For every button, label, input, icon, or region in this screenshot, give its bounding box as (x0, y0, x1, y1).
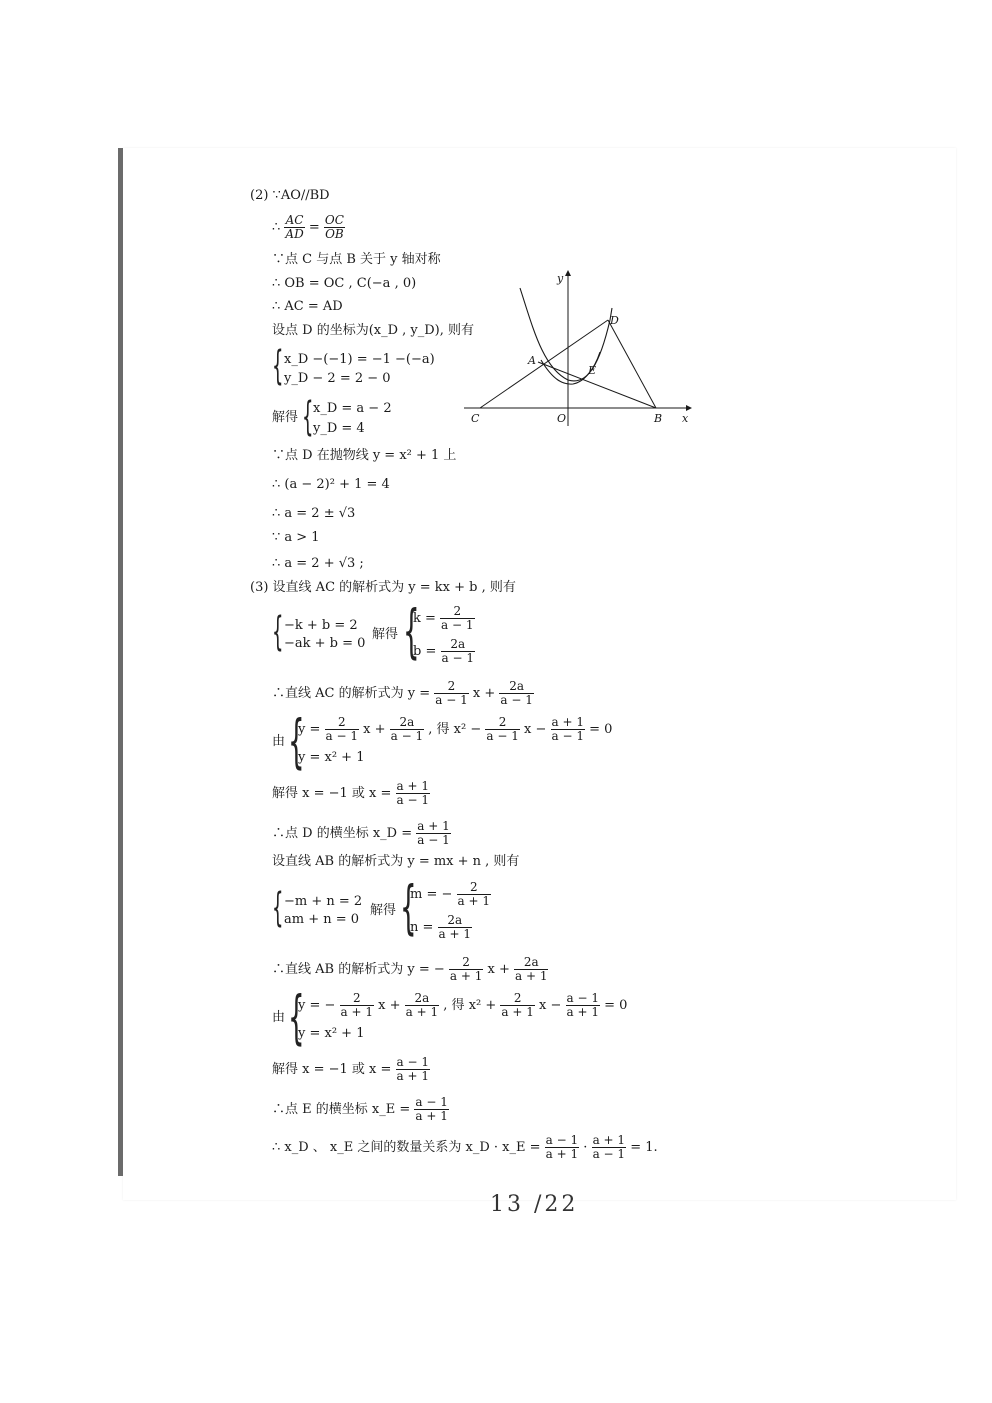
frac-num: a + 1 (417, 819, 450, 833)
frac-num: a − 1 (566, 991, 600, 1005)
frac-num: 2a (390, 716, 424, 730)
eq-mid: x − (539, 998, 562, 1013)
frac-den: a − 1 (435, 693, 468, 707)
xe-prefix: ∴点 E 的横坐标 x_E = (272, 1102, 411, 1117)
part3-header: (3) 设直线 AC 的解析式为 y = kx + b , 则有 (250, 580, 516, 595)
solve-label: 解得 (370, 903, 397, 918)
fraction (325, 716, 359, 743)
sol-prefix: 解得 x = −1 或 x = (272, 1062, 392, 1077)
therefore-sign: ∴ (272, 220, 281, 235)
frac-den: a − 1 (396, 793, 430, 807)
fraction (405, 992, 439, 1019)
frac-num: a + 1 (551, 715, 584, 729)
frac-den: a + 1 (396, 1069, 430, 1083)
a-result-line: ∴ a = 2 + √3 ; (272, 556, 364, 571)
system1-eq1: x_D −(−1) = −1 −(−a) (284, 352, 435, 367)
fraction (390, 716, 424, 743)
frac-num: 2 (485, 716, 519, 730)
fraction-oc-ob (324, 214, 345, 241)
system2-eq1: x_D = a − 2 (313, 401, 392, 416)
systemB-eq2: y = x² + 1 (298, 750, 365, 765)
systemD-eq2: y = x² + 1 (298, 1026, 365, 1041)
frac-num: 2a (499, 680, 533, 694)
label-d: D (610, 314, 619, 327)
parabola-left (520, 288, 612, 381)
frac-num: AC (285, 213, 304, 227)
m-solution (410, 881, 491, 908)
frac-den: a − 1 (500, 693, 533, 707)
solve-label: 解得 (372, 627, 399, 642)
ab-line-equation (272, 956, 548, 983)
systemA-eq1: −k + b = 2 (284, 618, 358, 633)
fraction (414, 1096, 448, 1123)
system-brace: { (288, 983, 305, 1051)
frac-den: a + 1 (405, 1005, 439, 1019)
systemC-eq2: am + n = 0 (284, 912, 360, 927)
frac-num: 2 (500, 992, 534, 1006)
system-brace: { (302, 394, 314, 440)
fraction (485, 716, 519, 743)
eq-get: , 得 x² + (443, 998, 497, 1013)
ob-oc-line: ∴ OB = OC , C(−a , 0) (272, 276, 417, 291)
solve-label: 解得 (272, 410, 299, 425)
eq-prefix: y = (298, 722, 321, 737)
xe-line (272, 1096, 449, 1123)
line-db (608, 320, 656, 408)
frac-num: 2 (440, 605, 474, 619)
ab-line-prefix: ∴直线 AB 的解析式为 y = − (272, 962, 445, 977)
final-relation (272, 1134, 658, 1161)
symmetry-line: ∵点 C 与点 B 关于 y 轴对称 (272, 252, 441, 267)
ac-fraction2 (499, 680, 533, 707)
n-fraction (438, 914, 472, 941)
system-brace: { (272, 885, 284, 931)
system2-eq2: y_D = 4 (313, 421, 365, 436)
fraction-ac-ad (284, 214, 304, 241)
equation-line: ∴ (a − 2)² + 1 = 4 (272, 477, 390, 492)
system-brace: { (272, 343, 284, 389)
eq-prefix: y = − (298, 998, 336, 1013)
fraction (545, 1134, 579, 1161)
ac-line-prefix: ∴直线 AC 的解析式为 y = (272, 686, 431, 701)
k-fraction (440, 605, 474, 632)
label-o: O (557, 412, 567, 425)
b-lhs: b = (413, 644, 437, 659)
frac-den: a + 1 (415, 1109, 448, 1123)
ac-line-equation (272, 680, 534, 707)
ratio-line (272, 214, 345, 241)
frac-num: 2 (434, 680, 468, 694)
page-number-clip (490, 1192, 610, 1217)
frac-den: a − 1 (325, 729, 358, 743)
b-fraction (441, 638, 475, 665)
frac-den: a − 1 (441, 651, 474, 665)
frac-den: a − 1 (486, 729, 519, 743)
ac-mid: x + (472, 686, 496, 701)
frac-den: a − 1 (417, 833, 450, 847)
line-ab (538, 362, 656, 408)
frac-num: a − 1 (396, 1055, 430, 1069)
frac-den: a + 1 (340, 1005, 374, 1019)
fraction (500, 992, 534, 1019)
eq-mid: x − (524, 722, 547, 737)
you-label: 由 (272, 734, 286, 749)
label-c: C (471, 412, 480, 425)
systemC-eq1: −m + n = 2 (284, 894, 363, 909)
frac-den: AD (285, 227, 304, 241)
frac-den: a + 1 (566, 1005, 600, 1019)
frac-den: a + 1 (449, 969, 483, 983)
coord-d-line: 设点 D 的坐标为(x_D , y_D), 则有 (272, 323, 475, 338)
system1-eq2: y_D − 2 = 2 − 0 (284, 371, 391, 386)
a-condition-line: ∵ a > 1 (272, 530, 320, 545)
fraction (396, 1056, 430, 1083)
parabola-line: ∵点 D 在抛物线 y = x² + 1 上 (272, 448, 457, 463)
label-y: y (557, 272, 564, 285)
frac-num: 2a (405, 992, 439, 1006)
x-axis-arrow (686, 405, 692, 411)
system-brace: { (403, 597, 420, 665)
solution2-line (272, 1056, 430, 1083)
xd-prefix: ∴点 D 的横坐标 x_D = (272, 826, 413, 841)
label-b: B (654, 412, 663, 425)
frac-num: 2a (514, 956, 548, 970)
fraction (566, 992, 600, 1019)
eq-end: = 0 (604, 998, 628, 1013)
frac-den: a + 1 (515, 969, 548, 983)
systemA-eq2: −ak + b = 0 (284, 636, 366, 651)
fraction (340, 992, 374, 1019)
part2-header: (2) ∵AO//BD (250, 188, 330, 203)
solution1-line (272, 780, 430, 807)
sol-prefix: 解得 x = −1 或 x = (272, 786, 392, 801)
equals-sign: = (308, 220, 320, 235)
label-a: A (528, 354, 536, 367)
n-lhs: n = (410, 920, 434, 935)
frac-num: a − 1 (415, 1095, 448, 1109)
frac-den: a − 1 (592, 1147, 626, 1161)
frac-den: a − 1 (390, 729, 424, 743)
k-lhs: k = (413, 611, 436, 626)
ab-mid: x + (487, 962, 510, 977)
frac-num: 2 (325, 716, 359, 730)
y-axis-arrow (565, 270, 571, 276)
m-fraction (457, 881, 491, 908)
b-solution (413, 638, 475, 665)
ac-fraction1 (434, 680, 468, 707)
system-brace: { (288, 707, 305, 775)
fraction (416, 820, 450, 847)
frac-num: a + 1 (592, 1133, 626, 1147)
k-solution (413, 605, 475, 632)
frac-num: 2 (457, 881, 491, 895)
fraction (592, 1134, 626, 1161)
geometry-figure (458, 268, 694, 430)
system-brace: { (400, 873, 417, 941)
frac-den: a + 1 (438, 927, 472, 941)
frac-num: a + 1 (396, 779, 430, 793)
eq-end: = 0 (589, 722, 613, 737)
final-dot: · (583, 1140, 588, 1155)
binding-bar (118, 148, 123, 1176)
systemB-eq1 (298, 716, 612, 743)
frac-den: a − 1 (551, 729, 584, 743)
label-e: E (588, 364, 597, 377)
eq-mid: x + (363, 722, 386, 737)
frac-num: a − 1 (545, 1133, 579, 1147)
system-brace: { (272, 609, 284, 655)
frac-den: OB (325, 227, 344, 241)
a-roots-line: ∴ a = 2 ± √3 (272, 506, 356, 521)
m-lhs: m = − (410, 887, 453, 902)
fraction (396, 780, 430, 807)
final-end: = 1. (630, 1140, 658, 1155)
systemD-eq1 (298, 992, 627, 1019)
frac-num: 2 (340, 992, 374, 1006)
ab-header: 设直线 AB 的解析式为 y = mx + n , 则有 (272, 854, 520, 869)
eq-mid: x + (378, 998, 401, 1013)
frac-num: 2a (438, 914, 472, 928)
frac-num: 2a (441, 638, 475, 652)
frac-den: a − 1 (441, 618, 474, 632)
final-prefix: ∴ x_D 、 x_E 之间的数量关系为 x_D · x_E = (272, 1140, 541, 1155)
ac-ad-line: ∴ AC = AD (272, 299, 343, 314)
n-solution (410, 914, 472, 941)
xd-line (272, 820, 451, 847)
frac-num: 2 (449, 956, 483, 970)
fraction (514, 956, 548, 983)
frac-num: OC (324, 213, 344, 227)
page-number-fragment: 13 /22 (490, 1192, 579, 1217)
fraction (449, 956, 483, 983)
frac-den: a + 1 (457, 894, 491, 908)
frac-den: a + 1 (501, 1005, 534, 1019)
label-x: x (682, 412, 689, 425)
you-label: 由 (272, 1010, 286, 1025)
fraction (551, 716, 585, 743)
frac-den: a + 1 (545, 1147, 579, 1161)
eq-get: , 得 x² − (428, 722, 482, 737)
